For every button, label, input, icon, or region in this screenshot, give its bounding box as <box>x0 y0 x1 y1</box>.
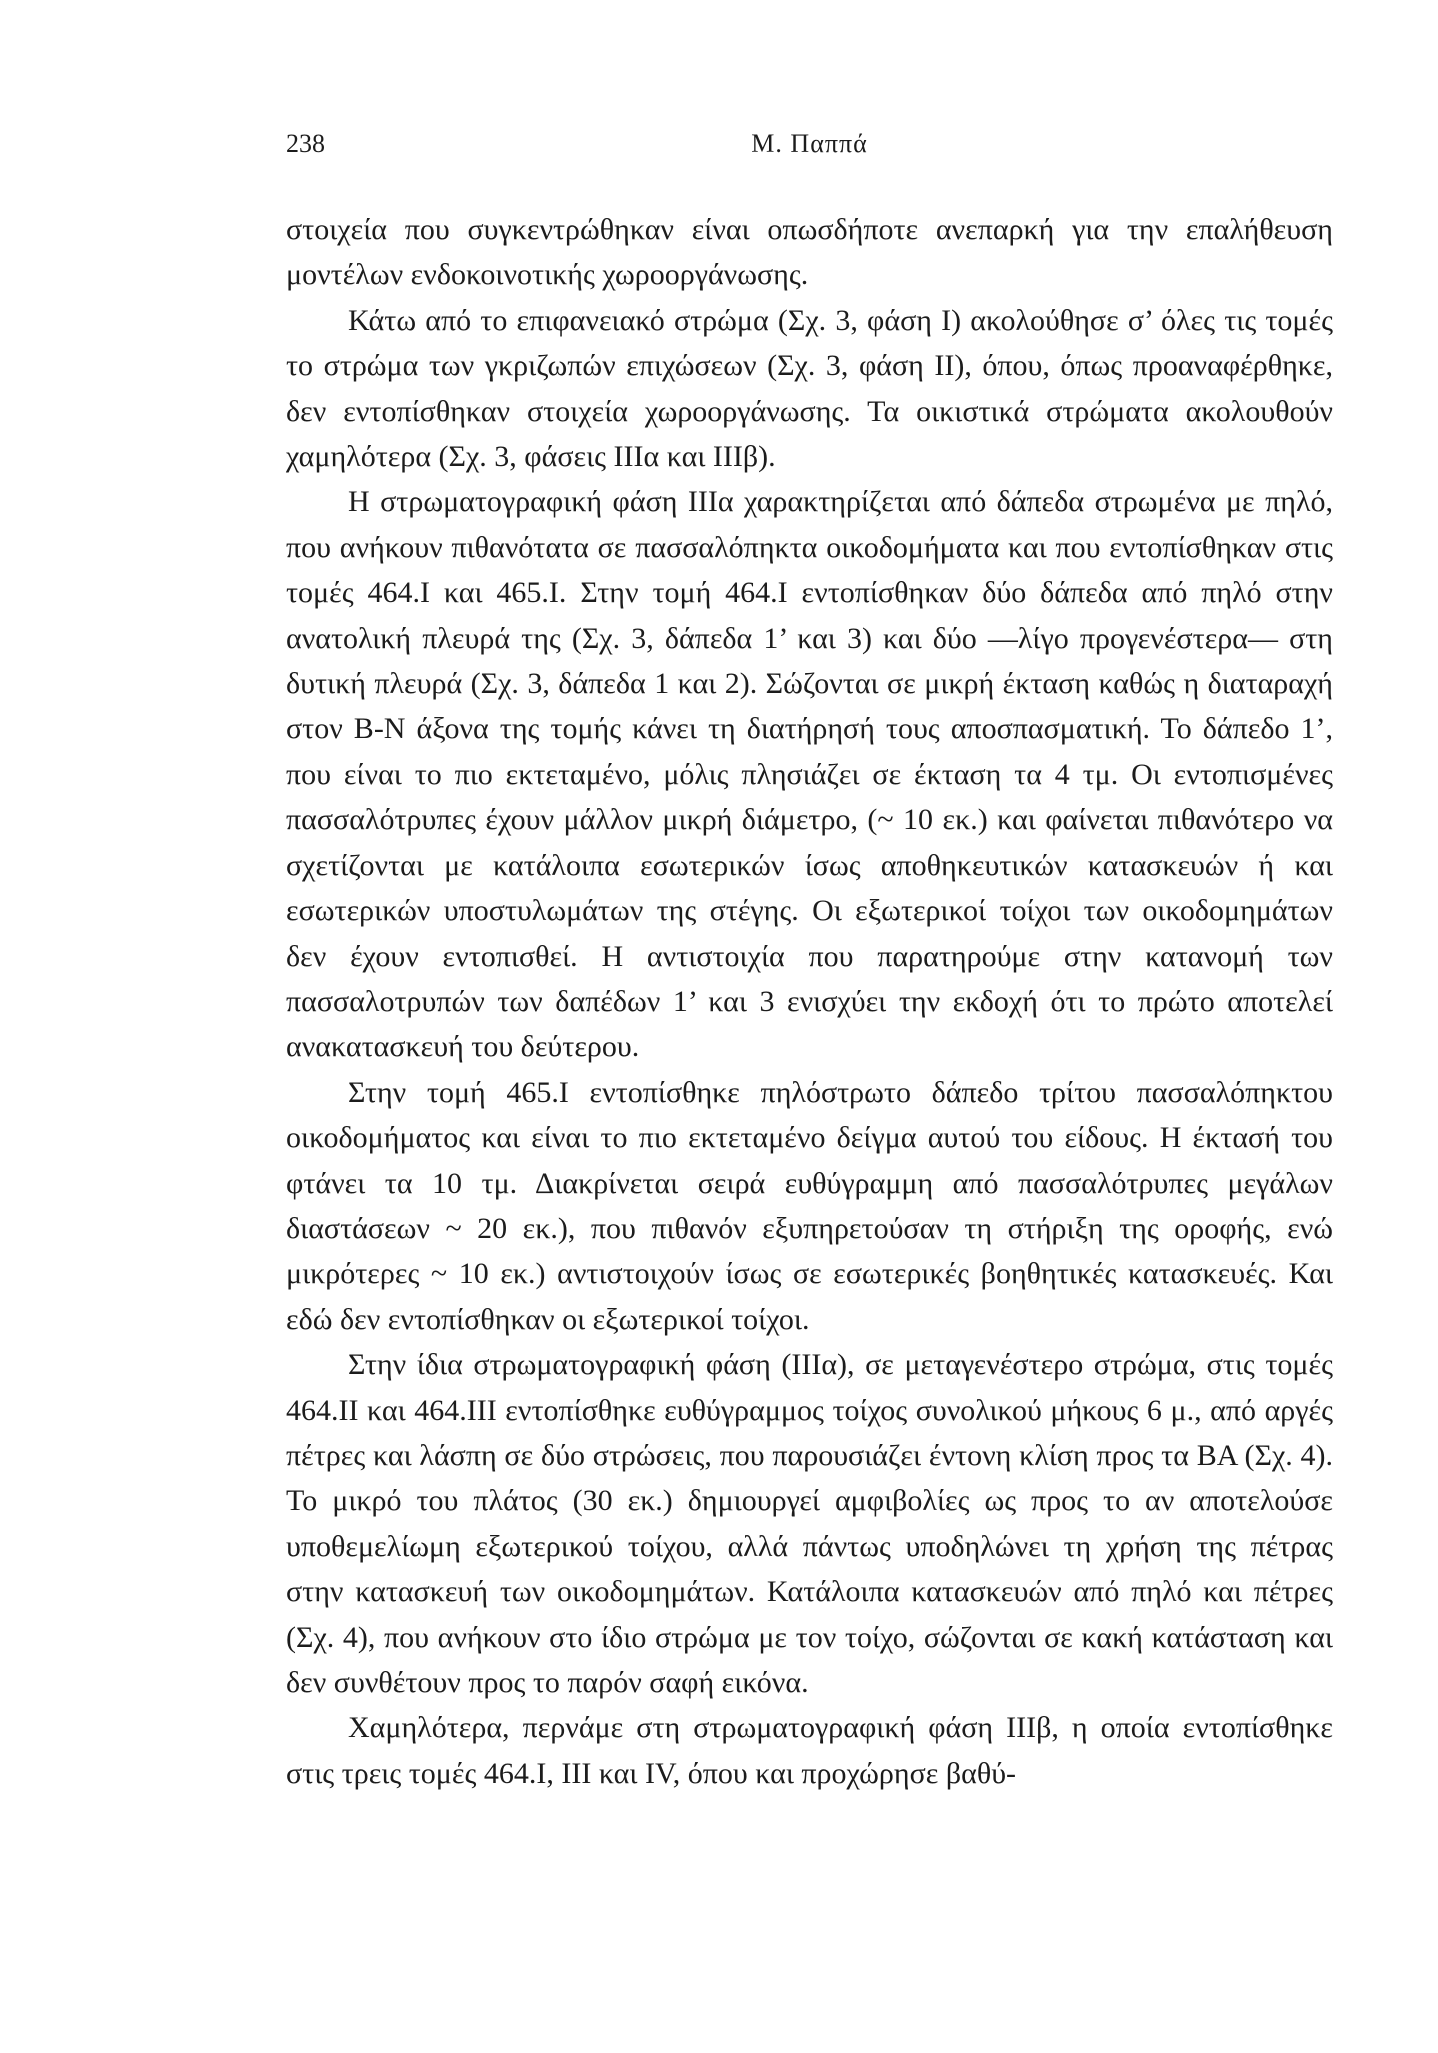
page-header <box>286 126 1333 162</box>
paragraph: Στην ίδια στρωματογραφική φάση (ΙΙΙα), σε μεταγενέστερο στρώμα, στις τομές 464.ΙΙ και 464.ΙΙΙ εντοπίσθηκε ευθύγραμμος τοίχος συνολικού μήκους 6 μ., από αργές πέτρες και λάσπη σε δύο στρώσεις, που παρουσιάζει έντονη κλίση προς τα ΒΑ (Σχ. 4). Το μικρό του πλάτος (30 εκ.) δημιουργεί αμφιβολίες ως προς το αν αποτελούσε υποθεμελίωμη εξωτερικού τοίχου, αλλά πάντως υποδηλώνει τη χρήση της πέτρας στην κατασκευή των οικοδομημάτων. Κατάλοιπα κατασκευών από πηλό και πέτρες (Σχ. 4), που ανήκουν στο ίδιο στρώμα με τον τοίχο, σώζονται σε κακή κατάσταση και δεν συνθέτουν προς το παρόν σαφή εικόνα. <box>286 1348 1333 1699</box>
paragraph: στοιχεία που συγκεντρώθηκαν είναι οπωσδήποτε ανεπαρκή για την επαλήθευση μοντέλων ενδοκοινοτικής χωροοργάνωσης. <box>286 213 1333 292</box>
paragraph: Κάτω από το επιφανειακό στρώμα (Σχ. 3, φάση Ι) ακολούθησε σ’ όλες τις τομές το στρώμα των γκριζωπών επιχώσεων (Σχ. 3, φάση ΙΙ), όπου, όπως προαναφέρθηκε, δεν εντοπίσθηκαν στοιχεία χωροοργάνωσης. Τα οικιστικά στρώματα ακολουθούν χαμηλότερα (Σχ. 3, φάσεις ΙΙΙα και ΙΙΙβ). <box>286 303 1333 474</box>
paragraph: Χαμηλότερα, περνάμε στη στρωματογραφική φάση ΙΙΙβ, η οποία εντοπίσθηκε στις τρεις τομές 464.Ι, ΙΙΙ και ΙV, όπου και προχώρησε βαθύ- <box>286 1711 1333 1790</box>
body-text <box>286 207 1333 1796</box>
paragraph: Στην τομή 465.Ι εντοπίσθηκε πηλόστρωτο δάπεδο τρίτου πασσαλόπηκτου οικοδομήματος και είναι το πιο εκτεταμένο δείγμα αυτού του είδους. Η έκτασή του φτάνει τα 10 τμ. Διακρίνεται σειρά ευθύγραμμη από πασσαλότρυπες μεγάλων διαστάσεων ~ 20 εκ.), που πιθανόν εξυπηρετούσαν τη στήριξη της οροφής, ενώ μικρότερες ~ 10 εκ.) αντιστοιχούν ίσως σε εσωτερικές βοηθητικές κατασκευές. Και εδώ δεν εντοπίσθηκαν οι εξωτερικοί τοίχοι. <box>286 1075 1333 1336</box>
paragraph: Η στρωματογραφική φάση ΙΙΙα χαρακτηρίζεται από δάπεδα στρωμένα με πηλό, που ανήκουν πιθανότατα σε πασσαλόπηκτα οικοδομήματα και που εντοπίσθηκαν στις τομές 464.Ι και 465.Ι. Στην τομή 464.Ι εντοπίσθηκαν δύο δάπεδα από πηλό στην ανατολική πλευρά της (Σχ. 3, δάπεδα 1’ και 3) και δύο —λίγο προγενέστερα— στη δυτική πλευρά (Σχ. 3, δάπεδα 1 και 2). Σώζονται σε μικρή έκταση καθώς η διαταραχή στον Β-Ν άξονα της τομής κάνει τη διατήρησή τους αποσπασματική. Το δάπεδο 1’, που είναι το πιο εκτεταμένο, μόλις πλησιάζει σε έκταση τα 4 τμ. Οι εντοπισμένες πασσαλότρυπες έχουν μάλλον μικρή διάμετρο, (~ 10 εκ.) και φαίνεται πιθανότερο να σχετίζονται με κατάλοιπα εσωτερικών ίσως αποθηκευτικών κατασκευών ή και εσωτερικών υποστυλωμάτων της στέγης. Οι εξωτερικοί τοίχοι των οικοδομημάτων δεν έχουν εντοπισθεί. Η αντιστοιχία που παρατηρούμε στην κατανομή των πασσαλοτρυπών των δαπέδων 1’ και 3 ενισχύει την εκδοχή ότι το πρώτο αποτελεί ανακατασκευή του δεύτερου. <box>286 485 1333 1064</box>
running-head: Μ. Παππά <box>751 129 868 158</box>
page-number: 238 <box>286 129 325 158</box>
